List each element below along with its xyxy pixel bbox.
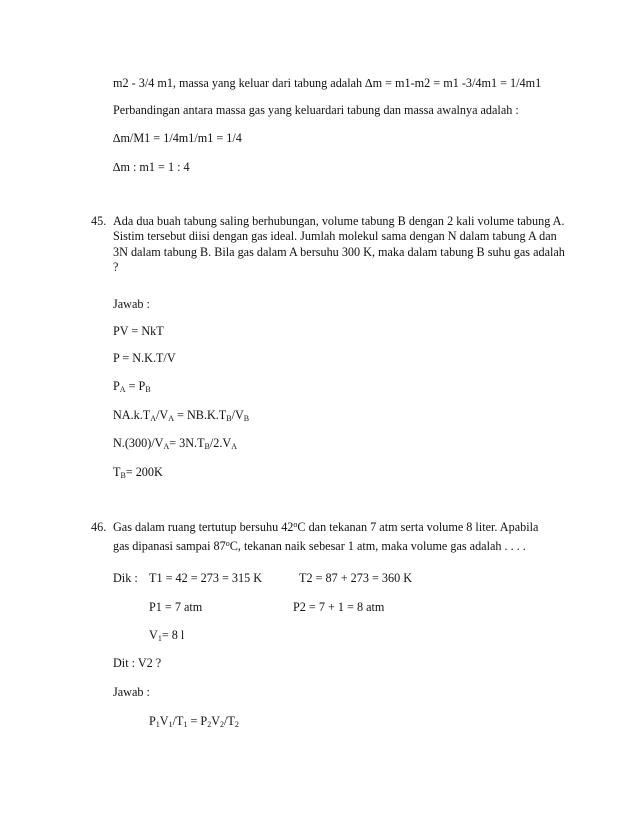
q45-equation-3: $P_A = P_B$ bbox=[113, 379, 151, 394]
q46-v1: $V_1= 8$ l bbox=[149, 628, 185, 643]
q46-t1: T1 = 42 = 273 = 315 K bbox=[149, 571, 263, 585]
question-45-text: Ada dua buah tabung saling berhubungan, volume tabung B dengan 2 kali volume tabung A. Sistim tersebut diisi dengan gas ideal. Jumlah molekul sama dengan N dalam tabung A dan 3N dalam tabung B. Bila gas dalam A bersuhu 300 K, maka dalam tabung B suhu gas adalah ? bbox=[113, 214, 565, 275]
intro-line-4: ∆m : m1 = 1 : 4 bbox=[113, 160, 190, 174]
q46-p2: P2 = 7 + 1 = 8 atm bbox=[293, 600, 385, 614]
q46-dik-label: Dik : bbox=[113, 571, 138, 585]
question-46-line-2: gas dipanasi sampai 87$^o$C, tekanan naik sebesar 1 atm, maka volume gas adalah . . . . bbox=[113, 539, 526, 553]
q45-jawab-label: Jawab : bbox=[113, 297, 150, 311]
question-46-line-1: Gas dalam ruang tertutup bersuhu 42$^o$C dan tekanan 7 atm serta volume 8 liter. Apabila bbox=[113, 520, 539, 534]
intro-line-2: Perbandingan antara massa gas yang keluardari tabung dan massa awalnya adalah : bbox=[113, 103, 519, 117]
q46-dit: Dit : V2 ? bbox=[113, 656, 162, 670]
q46-p1: P1 = 7 atm bbox=[149, 600, 203, 614]
q46-t2: T2 = 87 + 273 = 360 K bbox=[299, 571, 413, 585]
q46-jawab-label: Jawab : bbox=[113, 685, 150, 699]
q45-equation-4: $NA.k.T_A/V_A = NB.K.T_B/V_B$ bbox=[113, 408, 250, 423]
intro-line-1: m2 - 3/4 m1, massa yang keluar dari tabung adalah ∆m = m1-m2 = m1 -3/4m1 = 1/4m1 bbox=[113, 76, 542, 90]
q45-equation-2: P = N.K.T/V bbox=[113, 351, 176, 365]
q46-final-equation: $P_1V_1/T_1 = P_2V_2/T_2$ bbox=[149, 714, 239, 729]
intro-line-3: ∆m/M1 = 1/4m1/m1 = 1/4 bbox=[113, 131, 242, 145]
q45-equation-1: PV = NkT bbox=[113, 324, 164, 338]
q45-equation-5: $N.(300)/V_A= 3N.T_B/2.V_A$ bbox=[113, 436, 237, 451]
question-number-46: 46. bbox=[91, 520, 107, 534]
question-number-45: 45. bbox=[91, 214, 107, 228]
q45-equation-6: $T_B= 200K$ bbox=[113, 465, 163, 480]
